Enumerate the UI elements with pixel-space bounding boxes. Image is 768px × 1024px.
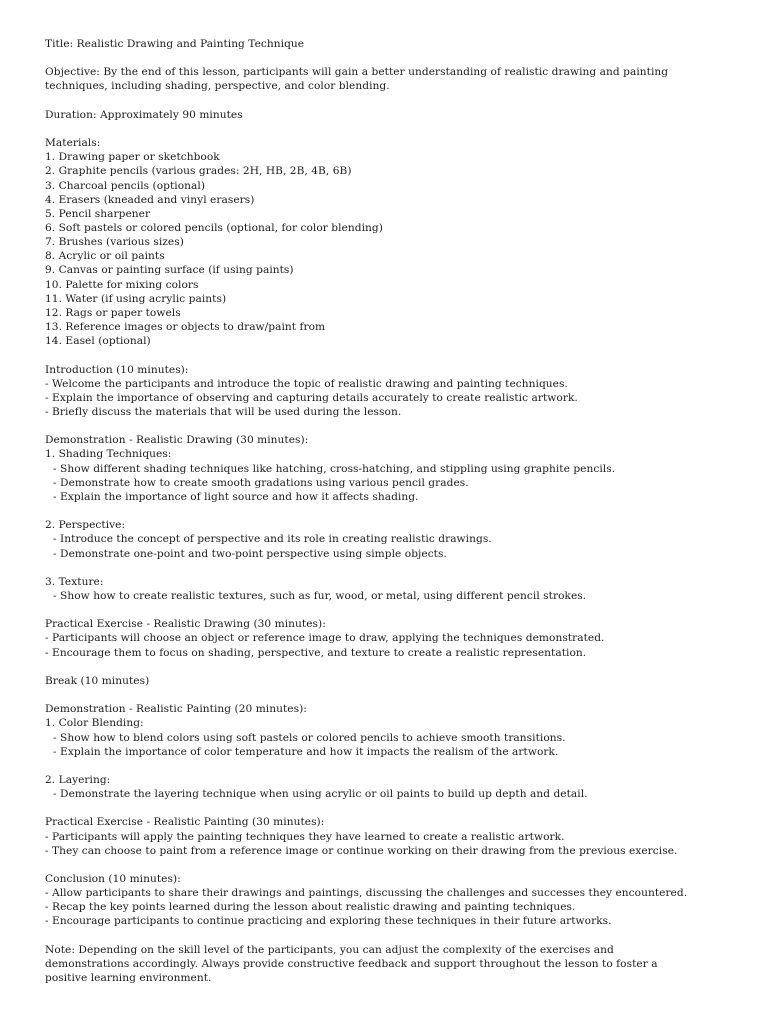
spacer bbox=[45, 603, 735, 617]
spacer bbox=[45, 122, 735, 136]
objective-line: techniques, including shading, perspective, and color blending. bbox=[45, 80, 390, 93]
document-page bbox=[45, 37, 735, 985]
materials-item: 4. Erasers (kneaded and vinyl erasers) bbox=[45, 193, 255, 206]
introduction-section bbox=[45, 363, 735, 420]
shading-item: - Explain the importance of light source and how it affects shading. bbox=[53, 490, 419, 503]
spacer bbox=[45, 51, 735, 65]
spacer bbox=[45, 419, 735, 433]
spacer bbox=[45, 688, 735, 702]
break-text: Break (10 minutes) bbox=[45, 674, 150, 687]
materials-item: 11. Water (if using acrylic paints) bbox=[45, 292, 227, 305]
materials-item: 1. Drawing paper or sketchbook bbox=[45, 151, 220, 164]
materials-item: 12. Rags or paper towels bbox=[45, 306, 181, 319]
note-paragraph bbox=[45, 943, 735, 985]
spacer bbox=[45, 801, 735, 815]
spacer bbox=[45, 504, 735, 518]
blending-item: - Show how to blend colors using soft pastels or colored pencils to achieve smooth transitions. bbox=[53, 731, 566, 744]
layering-heading: 2. Layering: bbox=[45, 773, 111, 786]
exercise-drawing-item: - Participants will choose an object or reference image to draw, applying the techniques demonstrated. bbox=[45, 632, 605, 645]
exercise-painting-item: - They can choose to paint from a reference image or continue working on their drawing from the previous exercise. bbox=[45, 844, 678, 857]
materials-heading: Materials: bbox=[45, 137, 101, 150]
shading-heading: 1. Shading Techniques: bbox=[45, 448, 172, 461]
introduction-item: - Briefly discuss the materials that will be used during the lesson. bbox=[45, 406, 402, 418]
conclusion-section bbox=[45, 872, 735, 929]
note-line: Note: Depending on the skill level of the participants, you can adjust the complexity of the exercises and bbox=[45, 943, 614, 956]
shading-item: - Show different shading techniques like hatching, cross-hatching, and stippling using graphite pencils. bbox=[53, 462, 616, 475]
spacer bbox=[45, 929, 735, 943]
perspective-heading: 2. Perspective: bbox=[45, 519, 126, 532]
materials-item: 2. Graphite pencils (various grades: 2H, HB, 2B, 4B, 6B) bbox=[45, 165, 352, 178]
spacer bbox=[45, 660, 735, 674]
materials-item: 8. Acrylic or oil paints bbox=[45, 250, 165, 263]
demo-drawing-section bbox=[45, 433, 735, 603]
blending-heading: 1. Color Blending: bbox=[45, 717, 144, 730]
spacer bbox=[45, 759, 735, 773]
materials-item: 3. Charcoal pencils (optional) bbox=[45, 179, 206, 192]
perspective-item: - Introduce the concept of perspective and its role in creating realistic drawings. bbox=[53, 533, 492, 546]
conclusion-item: - Encourage participants to continue practicing and exploring these techniques in their future artworks. bbox=[45, 915, 612, 928]
spacer bbox=[45, 348, 735, 362]
demo-drawing-heading: Demonstration - Realistic Drawing (30 minutes): bbox=[45, 434, 309, 447]
note-line: positive learning environment. bbox=[45, 972, 212, 985]
objective-paragraph bbox=[45, 65, 735, 93]
spacer bbox=[45, 858, 735, 872]
exercise-drawing-heading: Practical Exercise - Realistic Drawing (30 minutes): bbox=[45, 618, 326, 631]
exercise-painting-heading: Practical Exercise - Realistic Painting (30 minutes): bbox=[45, 816, 325, 829]
conclusion-item: - Recap the key points learned during the lesson about realistic drawing and painting techniques. bbox=[45, 901, 576, 914]
exercise-drawing-item: - Encourage them to focus on shading, perspective, and texture to create a realistic representation. bbox=[45, 646, 587, 659]
note-line: demonstrations accordingly. Always provide constructive feedback and support throughout the lesson to foster a bbox=[45, 957, 658, 970]
texture-item: - Show how to create realistic textures, such as fur, wood, or metal, using different pencil strokes. bbox=[53, 589, 587, 602]
materials-item: 10. Palette for mixing colors bbox=[45, 278, 199, 291]
materials-item: 9. Canvas or painting surface (if using paints) bbox=[45, 264, 294, 277]
spacer bbox=[45, 94, 735, 108]
materials-item: 5. Pencil sharpener bbox=[45, 207, 151, 220]
materials-item: 14. Easel (optional) bbox=[45, 335, 151, 348]
spacer bbox=[45, 561, 735, 575]
introduction-heading: Introduction (10 minutes): bbox=[45, 363, 189, 376]
document-title: Title: Realistic Drawing and Painting Technique bbox=[45, 38, 305, 50]
materials-item: 6. Soft pastels or colored pencils (optional, for color blending) bbox=[45, 221, 383, 234]
materials-item: 13. Reference images or objects to draw/paint from bbox=[45, 321, 326, 334]
demo-painting-heading: Demonstration - Realistic Painting (20 minutes): bbox=[45, 703, 307, 716]
introduction-item: - Welcome the participants and introduce the topic of realistic drawing and painting techniques. bbox=[45, 377, 568, 390]
duration-text: Duration: Approximately 90 minutes bbox=[45, 108, 243, 121]
introduction-item: - Explain the importance of observing and capturing details accurately to create realistic artwork. bbox=[45, 391, 578, 404]
layering-item: - Demonstrate the layering technique when using acrylic or oil paints to build up depth and detail. bbox=[53, 788, 588, 801]
conclusion-heading: Conclusion (10 minutes): bbox=[45, 873, 181, 886]
materials-section bbox=[45, 136, 735, 348]
demo-painting-section bbox=[45, 702, 735, 801]
perspective-item: - Demonstrate one-point and two-point perspective using simple objects. bbox=[53, 547, 447, 560]
exercise-painting-item: - Participants will apply the painting techniques they have learned to create a realistic artwork. bbox=[45, 830, 565, 843]
shading-item: - Demonstrate how to create smooth gradations using various pencil grades. bbox=[53, 476, 469, 489]
objective-line: Objective: By the end of this lesson, participants will gain a better understanding of realistic drawing and painting bbox=[45, 66, 669, 79]
texture-heading: 3. Texture: bbox=[45, 575, 104, 588]
blending-item: - Explain the importance of color temperature and how it impacts the realism of the artwork. bbox=[53, 745, 559, 758]
conclusion-item: - Allow participants to share their drawings and paintings, discussing the challenges and successes they encountered. bbox=[45, 887, 688, 900]
exercise-painting-section bbox=[45, 815, 735, 857]
materials-item: 7. Brushes (various sizes) bbox=[45, 236, 184, 249]
exercise-drawing-section bbox=[45, 617, 735, 659]
